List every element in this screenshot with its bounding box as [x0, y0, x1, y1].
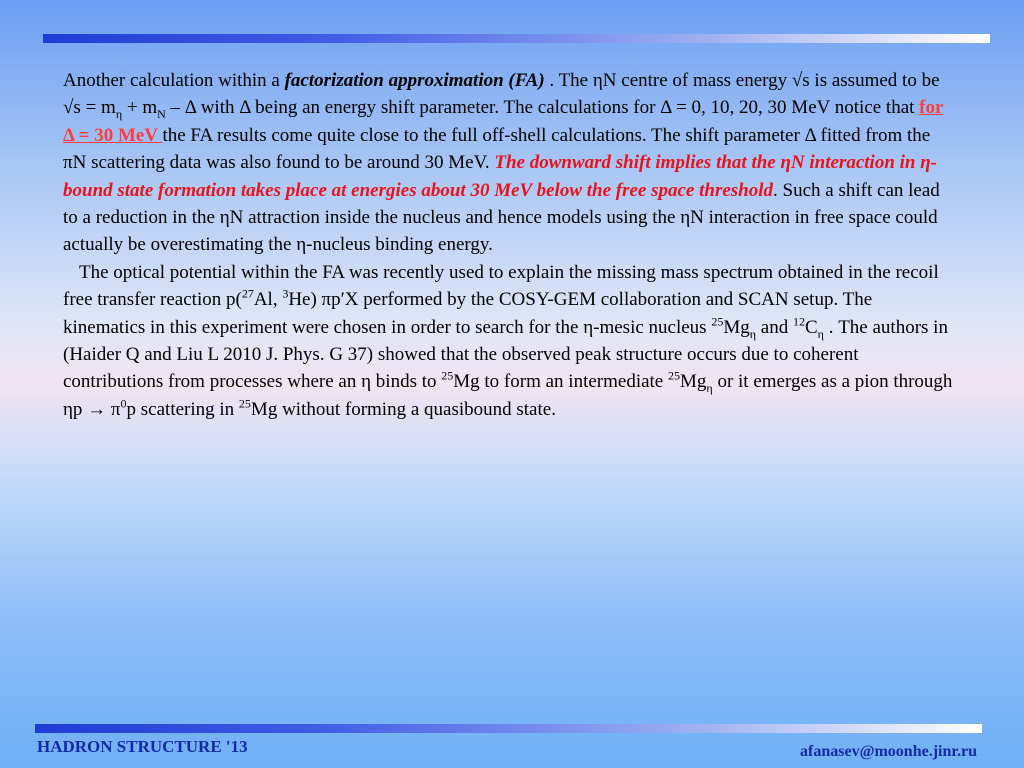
text-segment: . The ηN centre of mass energy √s is assumed to be √s = m — [63, 70, 940, 119]
text-segment: – Δ with Δ being an energy shift parameter. The calculations for Δ = 0, 10, 20, 30 MeV notice that — [165, 97, 920, 119]
text-segment: . Such a shift can lead to a reduction in the ηN attraction inside the nucleus and hence models using the ηN interaction in free space could actually be overestimating the η-nucleus binding energy. — [63, 179, 940, 256]
superscript: 27 — [241, 286, 254, 301]
subscript-eta: η — [817, 326, 824, 341]
fa-term: factorization approximation (FA) — [284, 70, 545, 91]
text-segment: and — [756, 316, 793, 338]
paragraph-fa-calculation — [63, 67, 958, 259]
text-segment: He) πp′X performed by the COSY-GEM collaboration and SCAN setup. The kinematics in this experiment were chosen in order to search for the η-mesic nucleus — [63, 289, 873, 338]
subscript-eta: η — [115, 107, 123, 122]
superscript: 12 — [792, 314, 805, 329]
footer-email: afanasev@moonhe.jinr.ru — [800, 743, 977, 760]
text-segment: Mg without forming a quasibound state. — [250, 398, 556, 420]
text-segment: + m — [122, 97, 158, 119]
subscript-n: N — [157, 107, 166, 122]
text-segment: p scattering in — [126, 398, 239, 420]
text-segment: Another calculation within a — [63, 70, 285, 91]
highlighted-statement: The downward shift implies that the ηN interaction in η-bound state formation takes place at energies about 30 MeV below the free space threshold — [63, 152, 937, 201]
text-segment: The optical potential within the FA was recently used to explain the missing mass spectrum obtained in the recoil free transfer reaction p( — [63, 261, 939, 311]
text-segment: the FA results come quite close to the full off-shell calculations. The shift parameter Δ fitted from the πN scattering data was also found to be around 30 MeV. — [63, 124, 931, 174]
footer-conference-title: HADRON STRUCTURE '13 — [37, 737, 248, 756]
superscript: 25 — [441, 369, 454, 384]
slide-body — [63, 67, 958, 423]
text-segment: Mg — [680, 371, 707, 393]
text-segment: Al, — [253, 289, 283, 311]
bottom-decorative-bar — [35, 724, 982, 733]
superscript: 25 — [668, 369, 680, 384]
text-segment: Mg — [723, 316, 750, 338]
text-segment: or it emerges as a pion through ηp → π — [63, 371, 953, 420]
text-segment: C — [804, 316, 818, 338]
superscript: 0 — [120, 396, 127, 411]
superscript: 25 — [238, 396, 251, 411]
text-segment: . The authors in (Haider Q and Liu L 2010 J. Phys. G 37) showed that the observed peak structure occurs due to coherent contributions from processes where an η binds to — [63, 316, 948, 393]
top-decorative-bar — [43, 34, 990, 43]
subscript-eta: η — [706, 381, 713, 396]
superscript: 25 — [711, 314, 724, 329]
superscript: 3 — [282, 286, 289, 301]
paragraph-optical-potential — [63, 259, 958, 423]
subscript-eta: η — [749, 326, 757, 341]
text-segment: Mg to form an intermediate — [453, 371, 668, 393]
delta-30-link[interactable]: for Δ = 30 MeV — [63, 97, 944, 146]
